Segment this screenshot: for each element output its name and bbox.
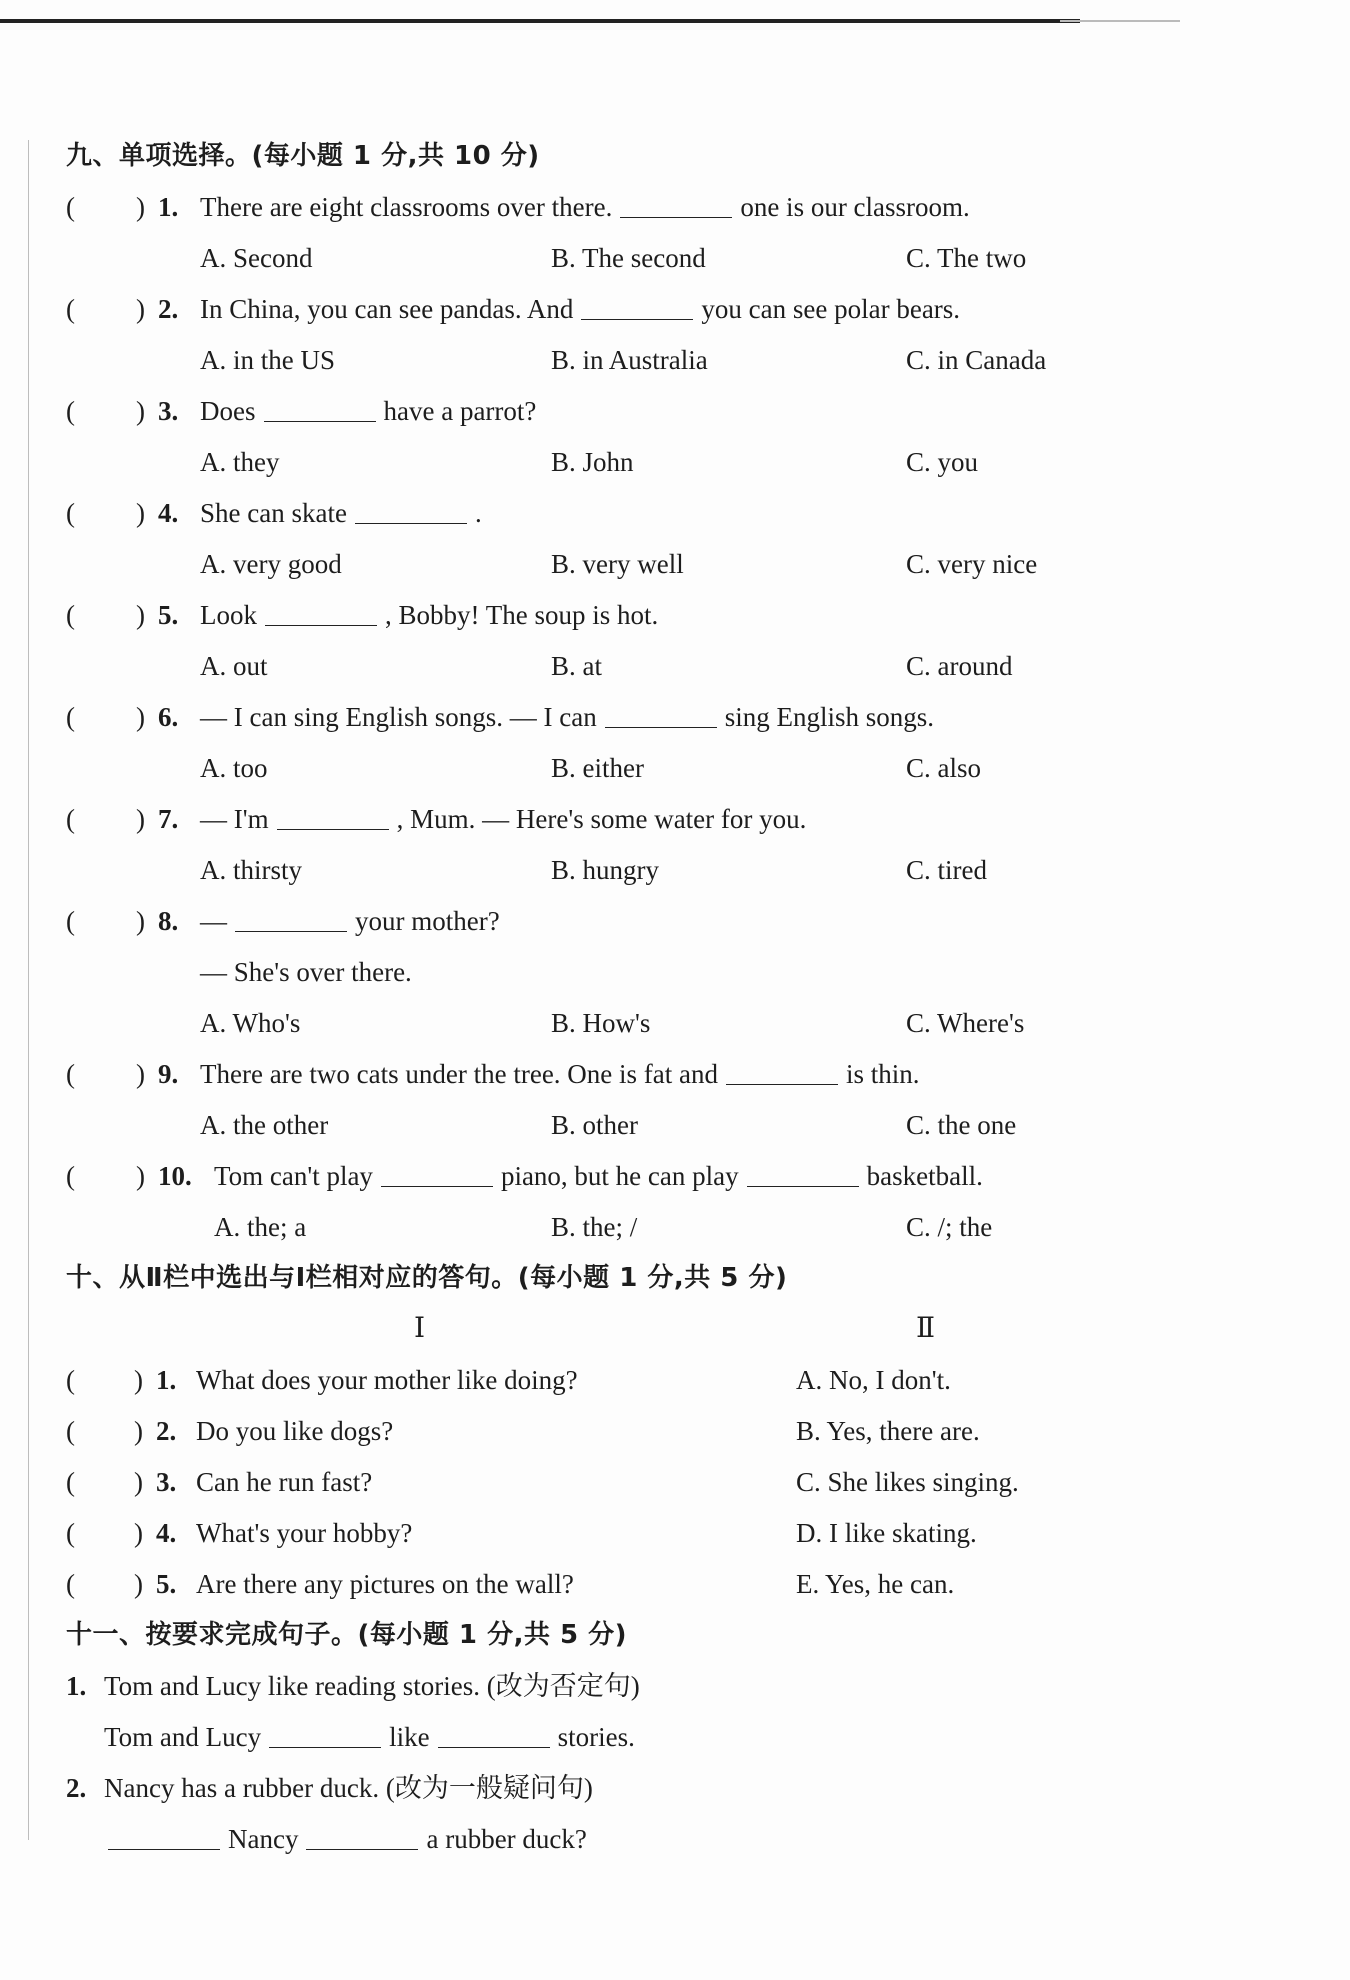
answer-paren-close: ) (136, 192, 145, 222)
answer-blank[interactable] (355, 493, 467, 524)
answer-blank[interactable] (605, 697, 717, 728)
item-prompt: Tom and Lucy like reading stories. (改为否定句) (104, 1671, 640, 1701)
answer-paren-close: ) (136, 600, 145, 630)
option-a: A. Who's (200, 1008, 301, 1038)
answer-paren-open: ( (66, 1416, 75, 1446)
option-a: A. out (200, 651, 268, 681)
answer-paren-open: ( (66, 1518, 75, 1548)
answer-paren-close: ) (136, 804, 145, 834)
option-b: B. John (551, 447, 634, 477)
question-continuation (66, 952, 1106, 992)
answer-paren-open: ( (66, 804, 75, 834)
question-number: 8. (158, 906, 179, 936)
option-c: C. you (906, 447, 979, 477)
options-row (66, 1207, 1106, 1247)
answer-paren-close: ) (136, 1059, 145, 1089)
option-c: C. the one (906, 1110, 1017, 1140)
top-rule-fade (1060, 20, 1180, 22)
question-text: Look , Bobby! The soup is hot. (200, 595, 658, 635)
question-row (66, 799, 1106, 839)
matching-row (66, 1564, 1106, 1604)
option-a: A. the other (200, 1110, 329, 1140)
answer-paren-close: ) (134, 1518, 143, 1548)
column-headers (66, 1309, 1106, 1349)
question-row (66, 697, 1106, 737)
matching-row (66, 1513, 1106, 1553)
answer-paren-open: ( (66, 498, 75, 528)
option-b: B. The second (551, 243, 706, 273)
question-number: 1. (158, 192, 179, 222)
question-number: 5. (158, 600, 179, 630)
question-row (66, 1054, 1106, 1094)
question-text: Does have a parrot? (200, 391, 536, 431)
question-text: In China, you can see pandas. And you can see polar bears. (200, 289, 960, 329)
question-number: 9. (158, 1059, 179, 1089)
options-row (66, 340, 1106, 380)
answer-paren-open: ( (66, 1467, 75, 1497)
answer-blank[interactable] (726, 1054, 838, 1085)
answer-paren-open: ( (66, 1161, 75, 1191)
answer-paren-open: ( (66, 906, 75, 936)
question-number: 4. (156, 1518, 177, 1548)
answer-paren-close: ) (136, 702, 145, 732)
option-c: C. around (906, 651, 1013, 681)
option-a: A. thirsty (200, 855, 303, 885)
answer-blank[interactable] (277, 799, 389, 830)
question-text: There are two cats under the tree. One is fat and is thin. (200, 1054, 920, 1094)
column-2-item: C. She likes singing. (796, 1467, 1019, 1497)
option-c: C. tired (906, 855, 987, 885)
option-c: C. Where's (906, 1008, 1025, 1038)
answer-paren-open: ( (66, 1365, 75, 1395)
option-b: B. at (551, 651, 602, 681)
answer-paren-open: ( (66, 600, 75, 630)
column-2-item: B. Yes, there are. (796, 1416, 980, 1446)
answer-blank[interactable] (235, 901, 347, 932)
question-row (66, 595, 1106, 635)
top-rule (0, 19, 1080, 23)
answer-template: Nancy a rubber duck? (100, 1819, 587, 1859)
question-row (66, 289, 1106, 329)
question-number: 10. (158, 1161, 192, 1191)
question-number: 3. (156, 1467, 177, 1497)
answer-blank[interactable] (381, 1156, 493, 1187)
answer-line (66, 1819, 1106, 1859)
options-row (66, 1003, 1106, 1043)
item-prompt: Nancy has a rubber duck. (改为一般疑问句) (104, 1773, 593, 1803)
options-row (66, 238, 1106, 278)
question-row (66, 391, 1106, 431)
option-b: B. hungry (551, 855, 659, 885)
question-text: — I can sing English songs. — I can sing English songs. (200, 697, 934, 737)
option-b: B. in Australia (551, 345, 708, 375)
item-number: 1. (66, 1671, 87, 1701)
column-1-item: What does your mother like doing? (196, 1365, 578, 1395)
column-2-header: Ⅱ (916, 1313, 936, 1344)
option-c: C. /; the (906, 1212, 993, 1242)
answer-blank[interactable] (265, 595, 377, 626)
question-text: Tom can't play piano, but he can play basketball. (214, 1156, 983, 1196)
option-a: A. the; a (214, 1212, 307, 1242)
options-row (66, 646, 1106, 686)
answer-paren-close: ) (136, 396, 145, 426)
options-row (66, 544, 1106, 584)
question-number: 5. (156, 1569, 177, 1599)
option-b: B. other (551, 1110, 638, 1140)
option-c: C. also (906, 753, 982, 783)
column-2-item: D. I like skating. (796, 1518, 977, 1548)
question-number: 2. (156, 1416, 177, 1446)
answer-paren-open: ( (66, 702, 75, 732)
option-a: A. in the US (200, 345, 335, 375)
question-text: There are eight classrooms over there. one is our classroom. (200, 187, 970, 227)
answer-blank[interactable] (264, 391, 376, 422)
option-c: C. very nice (906, 549, 1038, 579)
question-text: — your mother? (200, 901, 500, 941)
answer-paren-close: ) (136, 294, 145, 324)
answer-paren-open: ( (66, 1059, 75, 1089)
option-a: A. they (200, 447, 280, 477)
options-row (66, 850, 1106, 890)
question-number: 2. (158, 294, 179, 324)
answer-paren-open: ( (66, 192, 75, 222)
column-2-item: A. No, I don't. (796, 1365, 951, 1395)
options-row (66, 442, 1106, 482)
column-1-item: Are there any pictures on the wall? (196, 1569, 574, 1599)
matching-row (66, 1462, 1106, 1502)
options-row (66, 748, 1106, 788)
question-row (66, 1156, 1106, 1196)
matching-row (66, 1411, 1106, 1451)
option-c: C. The two (906, 243, 1027, 273)
matching-row (66, 1360, 1106, 1400)
question-text: — I'm , Mum. — Here's some water for you. (200, 799, 806, 839)
question-number: 7. (158, 804, 179, 834)
option-b: B. very well (551, 549, 684, 579)
option-a: A. very good (200, 549, 342, 579)
options-row (66, 1105, 1106, 1145)
column-2-item: E. Yes, he can. (796, 1569, 955, 1599)
answer-paren-close: ) (134, 1467, 143, 1497)
answer-paren-close: ) (136, 498, 145, 528)
question-row (66, 187, 1106, 227)
answer-blank[interactable] (747, 1156, 859, 1187)
answer-blank[interactable] (306, 1819, 418, 1850)
section-10-title: 十、从Ⅱ栏中选出与Ⅰ栏相对应的答句。(每小题 1 分,共 5 分) (66, 1263, 788, 1293)
option-c: C. in Canada (906, 345, 1047, 375)
column-1-item: Do you like dogs? (196, 1416, 394, 1446)
option-b: B. How's (551, 1008, 651, 1038)
item-number: 2. (66, 1773, 87, 1803)
answer-blank[interactable] (438, 1717, 550, 1748)
answer-template: Tom and Lucy like stories. (104, 1717, 635, 1757)
answer-paren-open: ( (66, 1569, 75, 1599)
answer-blank[interactable] (581, 289, 693, 320)
answer-blank[interactable] (108, 1819, 220, 1850)
answer-paren-close: ) (134, 1365, 143, 1395)
option-b: B. either (551, 753, 644, 783)
answer-blank[interactable] (620, 187, 732, 218)
question-number: 4. (158, 498, 179, 528)
answer-line (66, 1717, 1106, 1757)
section-11-title: 十一、按要求完成句子。(每小题 1 分,共 5 分) (66, 1620, 628, 1650)
question-number: 3. (158, 396, 179, 426)
option-b: B. the; / (551, 1212, 638, 1242)
sentence-item (66, 1666, 1106, 1706)
answer-paren-open: ( (66, 396, 75, 426)
answer-paren-close: ) (136, 1161, 145, 1191)
option-a: A. Second (200, 243, 313, 273)
question-number: 1. (156, 1365, 177, 1395)
question-row (66, 901, 1106, 941)
option-a: A. too (200, 753, 268, 783)
margin-line (28, 140, 29, 1840)
question-text-line2: — She's over there. (200, 957, 412, 987)
column-1-header: Ⅰ (414, 1313, 426, 1344)
answer-paren-close: ) (136, 906, 145, 936)
column-1-item: What's your hobby? (196, 1518, 413, 1548)
answer-blank[interactable] (269, 1717, 381, 1748)
question-row (66, 493, 1106, 533)
answer-paren-close: ) (134, 1569, 143, 1599)
sentence-item (66, 1768, 1106, 1808)
question-text: She can skate . (200, 493, 482, 533)
column-1-item: Can he run fast? (196, 1467, 373, 1497)
answer-paren-close: ) (134, 1416, 143, 1446)
answer-paren-open: ( (66, 294, 75, 324)
section-9-title: 九、单项选择。(每小题 1 分,共 10 分) (66, 141, 540, 171)
worksheet-page (66, 136, 1106, 1870)
question-number: 6. (158, 702, 179, 732)
